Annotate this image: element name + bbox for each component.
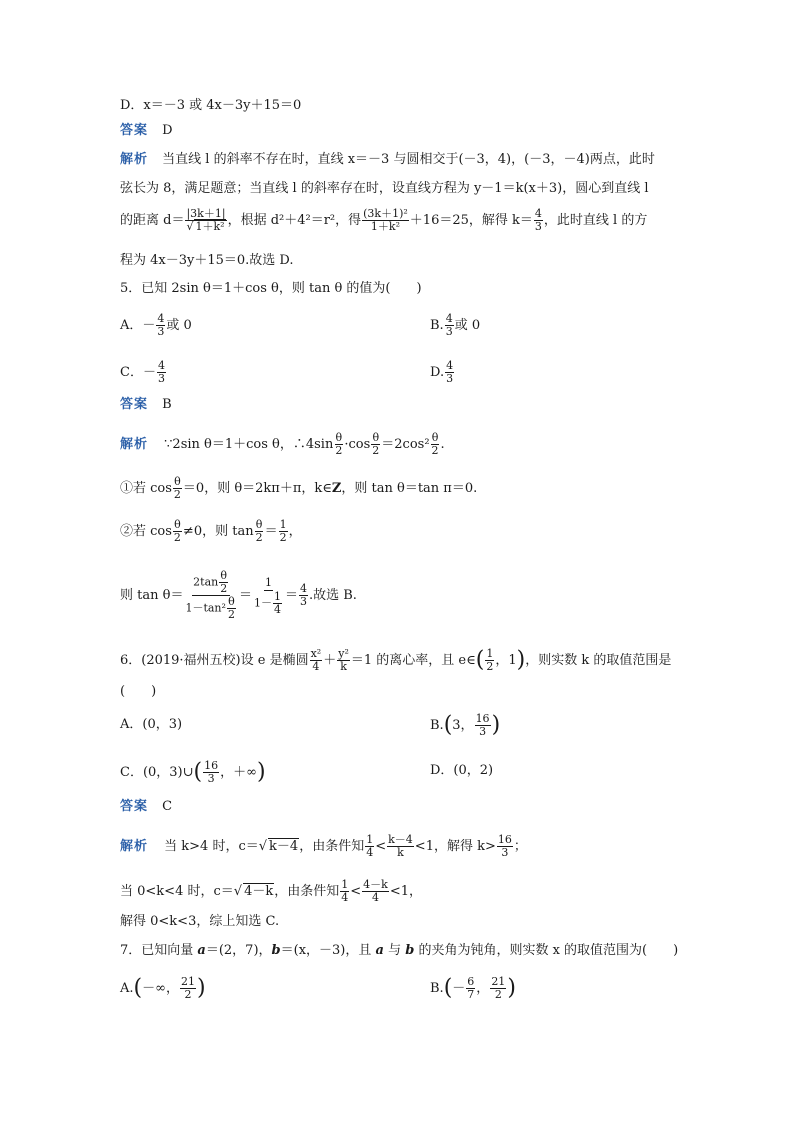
- q7-option-a: A.(－∞， $\frac{21}{2}$ ): [120, 975, 206, 1001]
- q4-analysis-line-2: 弦长为 8，满足题意；当直线 l 的斜率存在时，设直线方程为 y－1＝k(x＋3)，圆心到直线 l: [120, 181, 649, 196]
- q6-analysis-line-2: 当 0<k<4 时，c＝√ 4－k，由条件知 $\frac{1}{4}$ < $\frac{4-k}{4}$ <1，: [120, 878, 422, 904]
- q5-option-a: A．－ $\frac{4}{3}$ 或 0: [120, 312, 192, 338]
- answer-label: 答案: [120, 397, 149, 412]
- q5-stem: 5．已知 2sin θ＝1＋cos θ，则 tan θ 的值为( ): [120, 281, 422, 296]
- q5-analysis-line-1: 解析 ∵2sin θ＝1＋cos θ，∴4sin $\frac{\theta}{2}$ ·cos $\frac{\theta}{2}$ ＝2cos² $\frac{\theta}{2}$ .: [120, 431, 445, 457]
- analysis-label: 解析: [120, 152, 149, 167]
- q4-analysis-line-3: 的距离 d＝ $\frac{|3k+1|}{\text{√ 1＋k²}}$ ，根据 d²＋4²＝r²，得 $\frac{\text{(3k＋1)²}}{\text{1＋k²}}$ ＋16＝25，解得 k＝ $\frac{4}{3}$ ，此时直线 l 的方: [120, 207, 648, 233]
- q6-stem: 6．(2019·福州五校)设 e 是椭圆 $\frac{\text{x²}}{4}$ ＋ $\frac{\text{y²}}{k}$ ＝1 的离心率，且 e∈( $\frac{1}{2}$ ，1)，则实数 k 的取值范围是: [120, 647, 672, 673]
- q6-option-b: B.(3， $\frac{16}{3}$ ): [430, 712, 501, 738]
- analysis-label: 解析: [120, 839, 149, 854]
- answer-label: 答案: [120, 799, 149, 814]
- q7-option-b: B.(－ $\frac{6}{7}$ ， $\frac{21}{2}$ ): [430, 975, 516, 1001]
- q5-case-1: ①若 cos $\frac{\theta}{2}$ ＝0，则 θ＝2kπ＋π，k∈Z，则 tan θ＝tan π＝0.: [120, 475, 478, 501]
- q5-case-2: ②若 cos $\frac{\theta}{2}$ ≠0，则 tan $\frac{\theta}{2}$ ＝ $\frac{1}{2}$ ，: [120, 518, 302, 544]
- q7-stem: 7．已知向量 a＝(2，7)，b＝(x，－3)，且 a 与 b 的夹角为钝角，则实数 x 的取值范围为( ): [120, 943, 679, 958]
- answer-value: D: [162, 123, 173, 138]
- q5-answer-line: [120, 397, 172, 413]
- q5-option-b: B. $\frac{4}{3}$ 或 0: [430, 312, 481, 338]
- q5-result: 则 tan θ＝ 2tan $\frac{\theta}{2}$ 1－tan² $\frac{\theta}{2}$ ＝ 1 1－ $\frac{1}{4}$ ＝ $\frac{4}{3}$ .故选 B.: [120, 569, 357, 621]
- q4-answer-line: [120, 123, 173, 139]
- q4-option-d: D．x＝－3 或 4x－3y＋15＝0: [120, 98, 302, 113]
- q5-option-d: D. $\frac{4}{3}$: [430, 359, 454, 385]
- fraction: $\frac{\text{(3k＋1)²}}{\text{1＋k²}}$: [363, 207, 408, 233]
- analysis-label: 解析: [120, 437, 149, 452]
- answer-value: B: [162, 397, 172, 412]
- fraction: $\frac{4}{3}$: [534, 207, 542, 233]
- q6-analysis-line-1: 解析 当 k>4 时，c＝√ k－4，由条件知 $\frac{1}{4}$ < $\frac{k-4}{k}$ <1，解得 k> $\frac{16}{3}$ ；: [120, 833, 527, 859]
- q6-option-c: C．(0，3)∪( $\frac{16}{3}$ ，＋∞): [120, 759, 266, 785]
- q6-analysis-line-3: 解得 0<k<3，综上知选 C.: [120, 914, 280, 929]
- q6-answer-line: [120, 799, 172, 815]
- q6-option-d: D．(0，2): [430, 763, 494, 778]
- q6-option-a: A．(0，3): [120, 717, 183, 732]
- q5-option-c: C．－ $\frac{4}{3}$: [120, 359, 165, 385]
- answer-value: C: [162, 799, 173, 814]
- fraction: $\frac{|3k+1|}{\text{√ 1＋k²}}$: [186, 207, 226, 233]
- q4-analysis-line-4: 程为 4x－3y＋15＝0.故选 D.: [120, 253, 294, 268]
- answer-label: 答案: [120, 123, 149, 138]
- q4-analysis-line-1: 解析 当直线 l 的斜率不存在时，直线 x＝－3 与圆相交于(－3，4)，(－3，－4)两点，此时: [120, 152, 655, 167]
- q6-paren: ( ): [120, 684, 157, 699]
